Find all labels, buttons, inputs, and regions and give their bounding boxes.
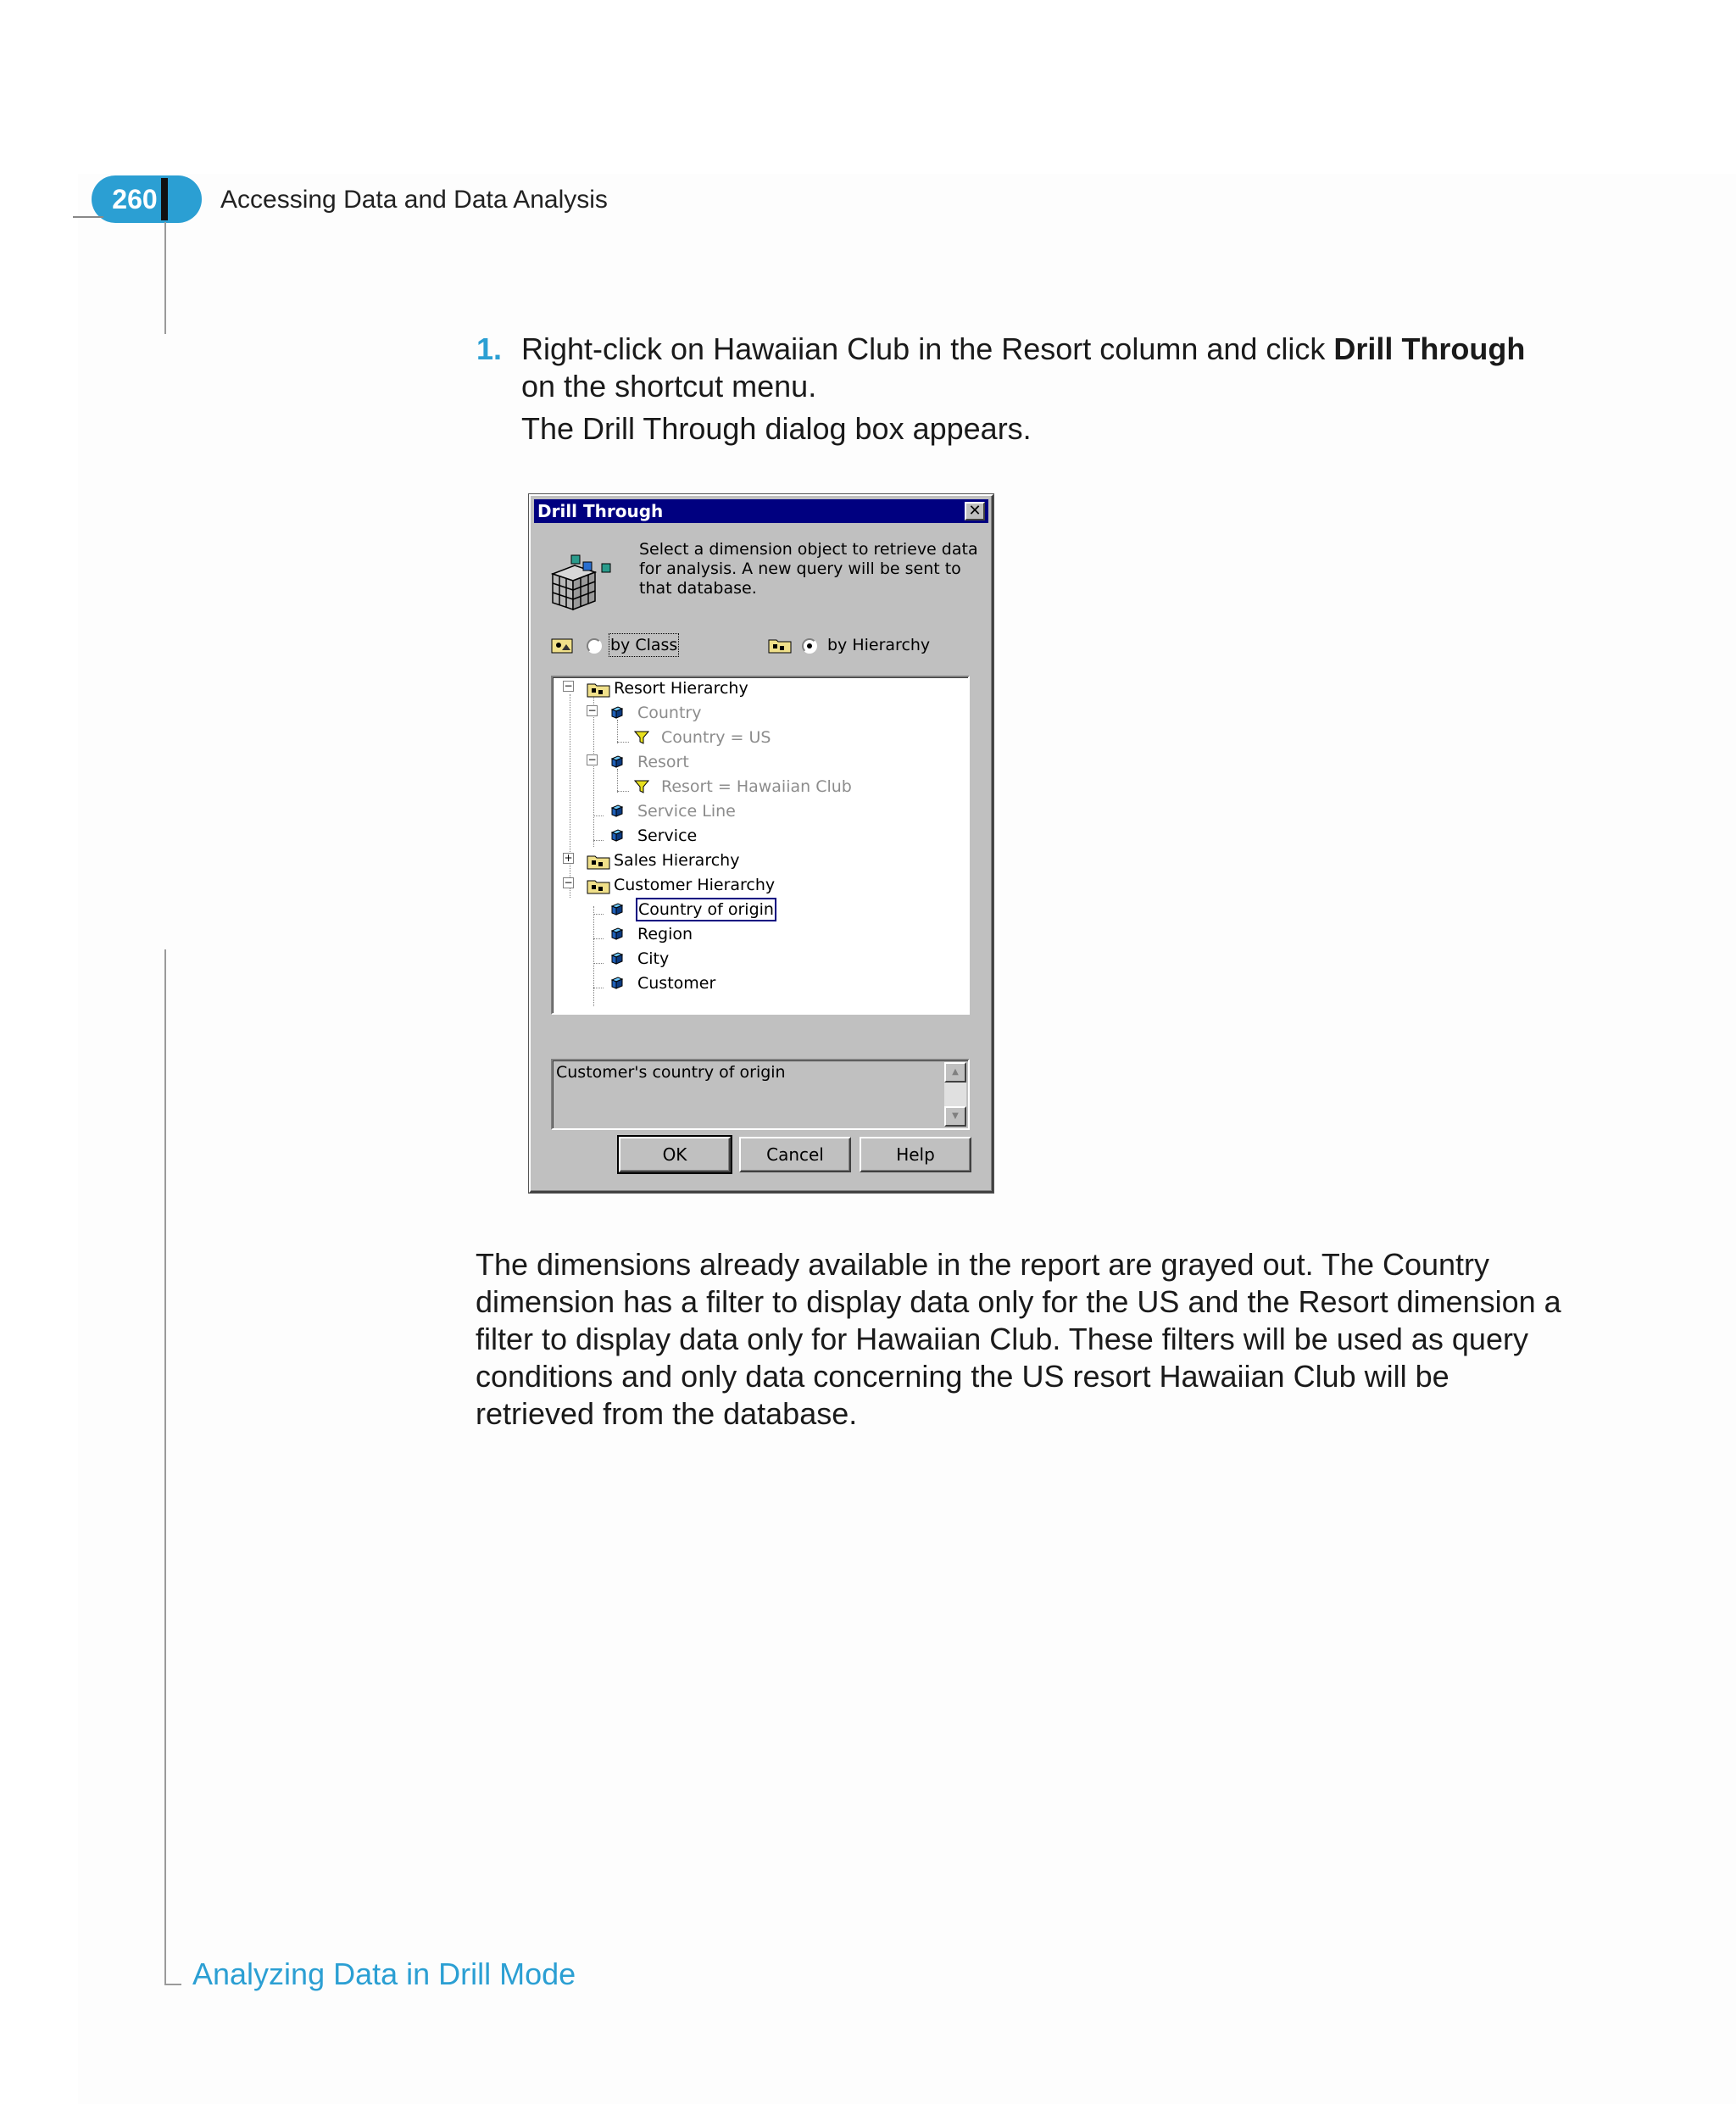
collapse-country-button[interactable]: − [587, 704, 597, 716]
tree-node-label: Customer [637, 974, 716, 993]
tree-node-label: Service [637, 827, 698, 845]
cancel-button[interactable]: Cancel [739, 1137, 851, 1172]
description-box[interactable] [551, 1059, 970, 1130]
tree-connector [617, 720, 618, 743]
header-rule [73, 216, 103, 218]
tree-connector [593, 906, 594, 1006]
description-scrollbar[interactable] [944, 1062, 966, 1127]
tree-node-label: Region [637, 925, 693, 943]
footer-rule [164, 1984, 181, 1985]
cube-icon [549, 554, 620, 617]
tree-node-label: Customer Hierarchy [614, 876, 776, 894]
tree-node-label: Country = US [661, 728, 771, 747]
tree-node-label: Country [637, 704, 702, 722]
help-button[interactable]: Help [860, 1137, 971, 1172]
step-text-bold: Drill Through [1333, 331, 1526, 366]
tree-connector [617, 742, 629, 743]
dialog-title: Drill Through [537, 501, 664, 521]
tree-node-label: Resort [637, 753, 689, 771]
step-number: 1. [476, 331, 503, 366]
by-hierarchy-label[interactable]: by Hierarchy [827, 636, 931, 654]
by-hierarchy-radio[interactable] [802, 638, 817, 654]
dialog-title-bar[interactable] [534, 499, 988, 523]
ok-button[interactable]: OK [619, 1137, 731, 1172]
tree-node-label: Resort = Hawaiian Club [661, 777, 852, 796]
collapse-resort-button[interactable]: − [587, 754, 597, 765]
tree-node-label: City [637, 949, 670, 968]
tree-connector [593, 840, 604, 841]
tree-node-label: Resort Hierarchy [614, 679, 748, 698]
hierarchy-folder-icon [587, 681, 610, 698]
tree-connector [593, 694, 594, 847]
running-foot: Analyzing Data in Drill Mode [192, 1956, 576, 1991]
tree-node-label: Service Line [637, 802, 736, 821]
tree-connector [593, 938, 604, 939]
filter-funnel-icon [634, 779, 649, 794]
tree-connector [593, 963, 604, 964]
step-instruction [521, 331, 1564, 405]
running-head: Accessing Data and Data Analysis [220, 186, 608, 214]
dimension-cube-icon [610, 804, 624, 817]
dialog-instructions: Select a dimension object to retrieve data for analysis. A new query will be sent to that database. [639, 540, 978, 598]
explanation-paragraph: The dimensions already available in the report are grayed out. The Country dimension has a filter to display data only for the US and the Resort dimension a filter to display data only for Hawaiian Club. These filters will be used as query conditions and only data concerning the US resort Hawaiian Club will be retrieved from the database. [476, 1247, 1561, 1431]
step-result: The Drill Through dialog box appears. [521, 411, 1032, 446]
view-mode-options [551, 633, 975, 659]
margin-line-bottom [164, 949, 166, 1985]
expand-sales-hierarchy-button[interactable]: + [564, 852, 573, 864]
dimension-cube-icon [610, 951, 624, 965]
tree-node-label: Sales Hierarchy [614, 851, 740, 870]
scroll-down-arrow-icon[interactable]: ▼ [944, 1106, 966, 1127]
dimension-cube-icon [610, 976, 624, 989]
dimension-cube-icon [610, 902, 624, 916]
drill-through-dialog [529, 494, 993, 1193]
step-text-before: Right-click on Hawaiian Club in the Resort column and click [521, 331, 1334, 366]
dimension-cube-icon [610, 927, 624, 940]
class-folder-icon [551, 637, 573, 654]
dimension-cube-icon [610, 754, 624, 768]
page-number: 260 [112, 184, 158, 214]
hierarchy-folder-icon [768, 637, 792, 654]
step-text-after: on the shortcut menu. [521, 369, 817, 404]
filter-funnel-icon [634, 730, 649, 745]
collapse-customer-hierarchy-button[interactable]: − [564, 877, 573, 888]
dimension-cube-icon [610, 828, 624, 842]
dimension-cube-icon [610, 705, 624, 719]
collapse-resort-hierarchy-button[interactable]: − [564, 680, 573, 692]
dimension-tree[interactable] [551, 676, 970, 1015]
by-class-radio[interactable] [587, 638, 602, 654]
by-class-label[interactable]: by Class [610, 636, 678, 654]
scroll-up-arrow-icon[interactable]: ▲ [944, 1062, 966, 1083]
description-text: Customer's country of origin [556, 1063, 786, 1082]
margin-line-top [164, 222, 166, 334]
tree-connector [617, 769, 618, 793]
page-number-bar [161, 178, 168, 220]
tree-connector [617, 791, 629, 792]
hierarchy-folder-icon [587, 877, 610, 894]
hierarchy-folder-icon [587, 853, 610, 870]
tree-node-label: Country of origin [638, 900, 774, 919]
tree-connector [593, 815, 604, 816]
tree-connector [593, 914, 604, 915]
close-button[interactable]: ✕ [965, 502, 985, 520]
